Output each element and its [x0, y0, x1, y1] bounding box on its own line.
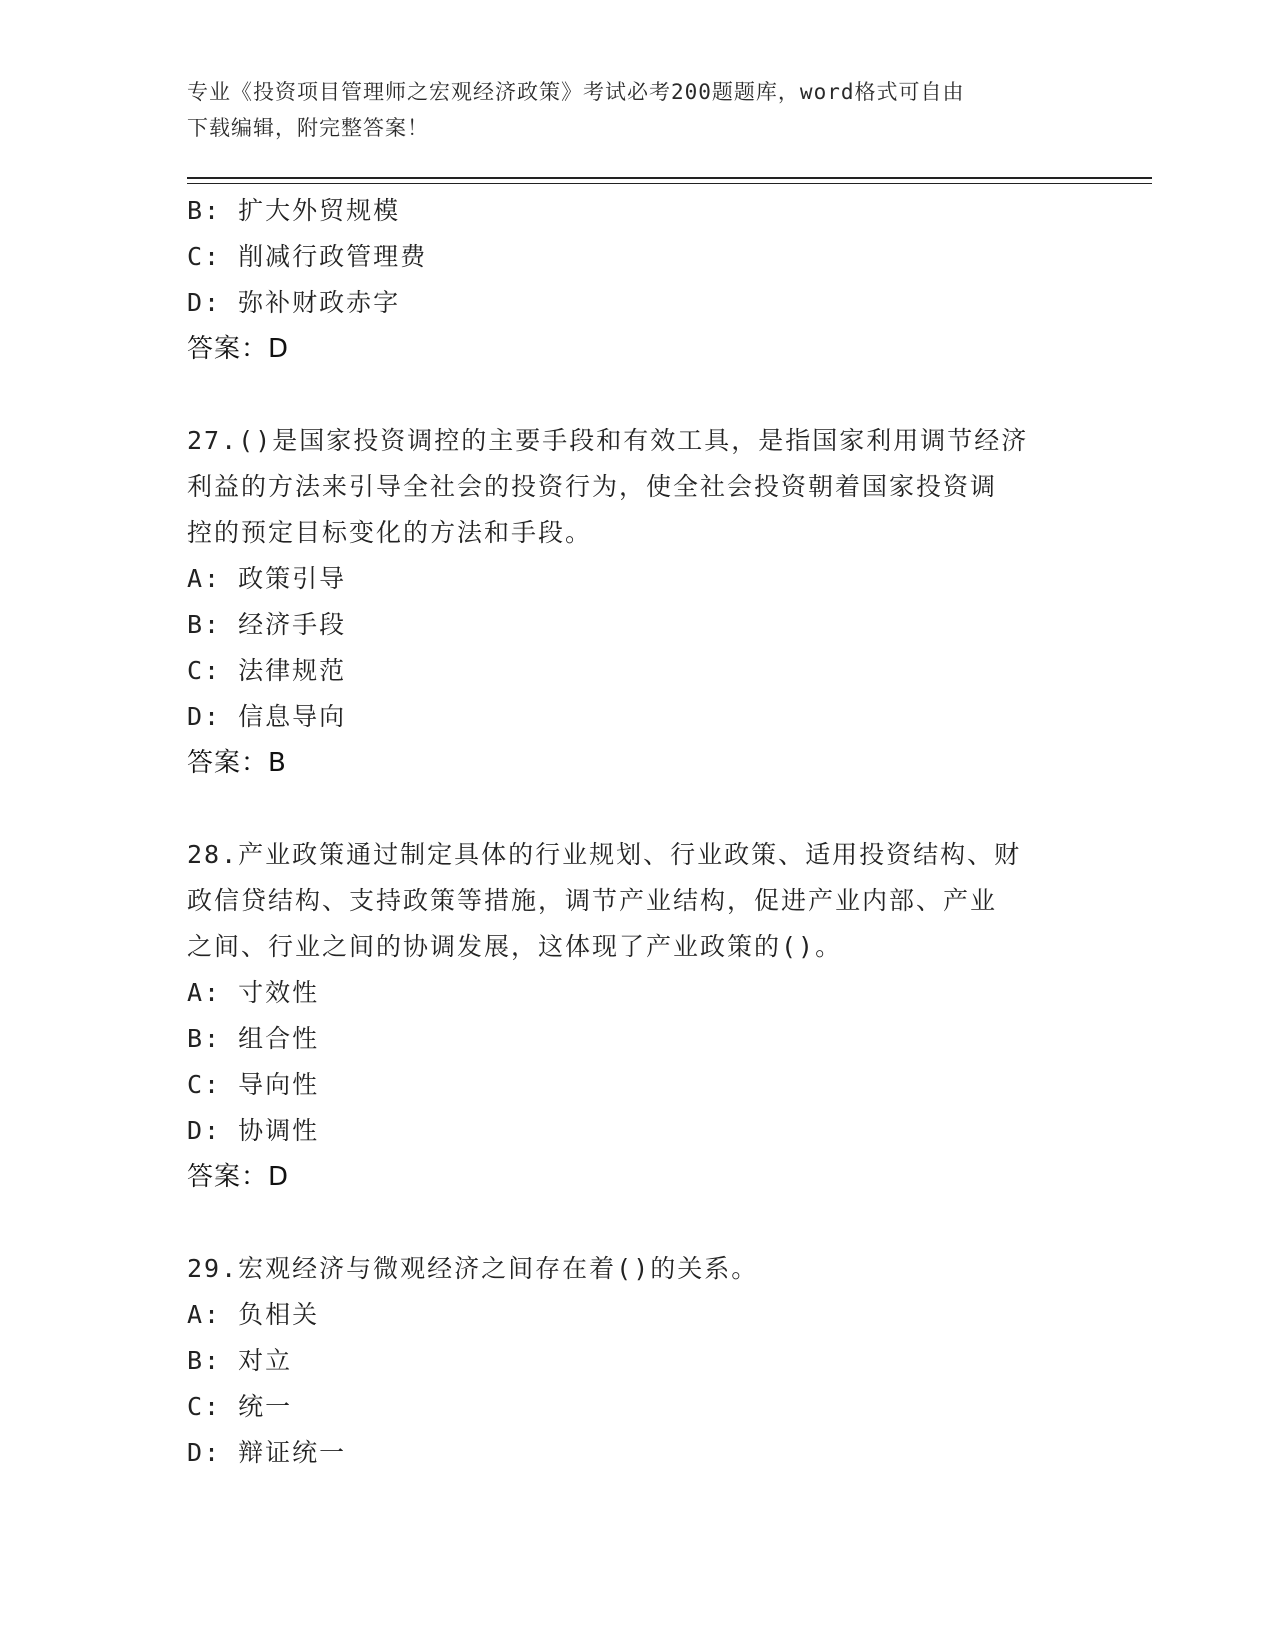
answer-line: 答案：D	[187, 334, 290, 364]
question-text-line: 政信贷结构、支持政策等措施，调节产业结构，促进产业内部、产业	[187, 886, 998, 915]
question-text-line: 28.产业政策通过制定具体的行业规划、行业政策、适用投资结构、财	[187, 840, 1022, 869]
option-c: C: 法律规范	[187, 656, 347, 685]
carryover-question	[187, 188, 1087, 372]
option-b: B: 对立	[187, 1346, 293, 1375]
option-c: C: 导向性	[187, 1070, 320, 1099]
header-divider-thin	[187, 183, 1152, 184]
header-divider-thick	[187, 177, 1152, 179]
answer-line: 答案：B	[187, 748, 287, 778]
answer-line: 答案：D	[187, 1162, 290, 1192]
header-line-1: 专业《投资项目管理师之宏观经济政策》考试必考200题题库，word格式可自由	[187, 80, 965, 104]
option-a: A: 寸效性	[187, 978, 320, 1007]
option-c: C: 削减行政管理费	[187, 242, 428, 271]
document-header	[187, 74, 1067, 146]
question-27	[187, 418, 1087, 786]
option-d: D: 信息导向	[187, 702, 347, 731]
question-28	[187, 832, 1087, 1200]
question-text-line: 之间、行业之间的协调发展，这体现了产业政策的()。	[187, 932, 843, 961]
question-spacer	[187, 372, 1087, 418]
option-b: B: 经济手段	[187, 610, 347, 639]
question-text-line: 控的预定目标变化的方法和手段。	[187, 518, 593, 547]
question-text-line: 27.()是国家投资调控的主要手段和有效工具，是指国家利用调节经济	[187, 426, 1029, 455]
question-list	[187, 188, 1087, 1476]
question-text-line: 29.宏观经济与微观经济之间存在着()的关系。	[187, 1254, 759, 1283]
option-b: B: 组合性	[187, 1024, 320, 1053]
option-a: A: 负相关	[187, 1300, 320, 1329]
option-d: D: 辩证统一	[187, 1438, 347, 1467]
header-line-2: 下载编辑，附完整答案！	[187, 116, 429, 140]
question-29	[187, 1246, 1087, 1476]
question-spacer	[187, 786, 1087, 832]
option-d: D: 弥补财政赤字	[187, 288, 401, 317]
option-d: D: 协调性	[187, 1116, 320, 1145]
question-text-line: 利益的方法来引导全社会的投资行为，使全社会投资朝着国家投资调	[187, 472, 998, 501]
question-spacer	[187, 1200, 1087, 1246]
option-a: A: 政策引导	[187, 564, 347, 593]
option-c: C: 统一	[187, 1392, 293, 1421]
option-b: B: 扩大外贸规模	[187, 196, 401, 225]
